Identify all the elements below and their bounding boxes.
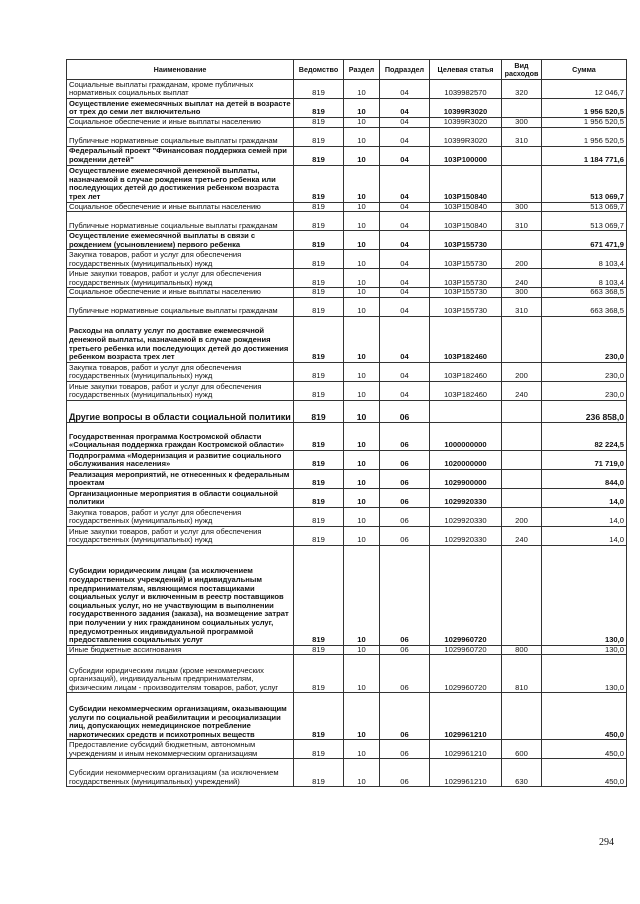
cell-type: 630 [502, 759, 542, 787]
cell-type: 200 [502, 250, 542, 269]
cell-subsection: 04 [380, 146, 430, 165]
cell-sum: 12 046,7 [542, 80, 627, 99]
cell-section: 10 [344, 288, 380, 298]
table-row [67, 202, 627, 212]
cell-sum: 8 103,4 [542, 250, 627, 269]
table-row [67, 450, 627, 469]
cell-section: 10 [344, 269, 380, 288]
cell-subsection: 06 [380, 469, 430, 488]
cell-subsection: 06 [380, 488, 430, 507]
cell-subsection: 04 [380, 288, 430, 298]
header-subsection: Подраздел [380, 60, 430, 80]
cell-section: 10 [344, 99, 380, 118]
table-body [67, 80, 627, 787]
cell-dept: 819 [294, 288, 344, 298]
cell-section: 10 [344, 400, 380, 422]
cell-sum: 130,0 [542, 645, 627, 655]
cell-section: 10 [344, 693, 380, 740]
cell-sum: 130,0 [542, 655, 627, 693]
cell-name: Осуществление ежемесячной выплаты в связи с рождением (усыновлением) первого ребенка [67, 231, 294, 250]
cell-sum: 8 103,4 [542, 269, 627, 288]
cell-dept: 819 [294, 316, 344, 362]
cell-section: 10 [344, 297, 380, 316]
cell-name: Публичные нормативные социальные выплаты гражданам [67, 127, 294, 146]
header-name: Наименование [67, 60, 294, 80]
table-row [67, 422, 627, 450]
cell-sum: 1 956 520,5 [542, 99, 627, 118]
cell-target: 103P155730 [430, 269, 502, 288]
cell-type: 300 [502, 288, 542, 298]
cell-target: 1029960720 [430, 545, 502, 645]
table-row [67, 645, 627, 655]
cell-target: 10399R3020 [430, 99, 502, 118]
cell-name: Иные бюджетные ассигнования [67, 645, 294, 655]
cell-name: Социальные выплаты гражданам, кроме публичных нормативных социальных выплат [67, 80, 294, 99]
cell-name: Субсидии юридическим лицам (за исключением государственных учреждений) и индивидуальным предпринимателям, являющимся поставщиками социальных услуг и включенным в реестр поставщиков социальных услуг, но не участвующим в выполнении государственного задания (заказа), на возмещение затрат при получении у них гражданином социальных услуг, предусмотренных индивидуальной программой предоставления социальных услуг [67, 545, 294, 645]
cell-subsection: 06 [380, 450, 430, 469]
cell-subsection: 04 [380, 297, 430, 316]
cell-sum: 82 224,5 [542, 422, 627, 450]
cell-subsection: 06 [380, 422, 430, 450]
cell-sum: 236 858,0 [542, 400, 627, 422]
table-row [67, 526, 627, 545]
cell-sum: 671 471,9 [542, 231, 627, 250]
cell-name: Иные закупки товаров, работ и услуг для обеспечения государственных (муниципальных) нужд [67, 381, 294, 400]
cell-section: 10 [344, 118, 380, 128]
budget-table-container [66, 59, 626, 787]
cell-dept: 819 [294, 165, 344, 202]
cell-subsection: 04 [380, 202, 430, 212]
table-row [67, 250, 627, 269]
cell-target: 1029960720 [430, 645, 502, 655]
cell-type: 310 [502, 297, 542, 316]
cell-type [502, 422, 542, 450]
cell-target [430, 400, 502, 422]
cell-sum: 230,0 [542, 362, 627, 381]
cell-dept: 819 [294, 202, 344, 212]
cell-name: Государственная программа Костромской области «Социальная поддержка граждан Костромской области» [67, 422, 294, 450]
cell-dept: 819 [294, 488, 344, 507]
cell-name: Публичные нормативные социальные выплаты гражданам [67, 212, 294, 231]
cell-dept: 819 [294, 146, 344, 165]
cell-subsection: 06 [380, 400, 430, 422]
cell-name: Расходы на оплату услуг по доставке ежемесячной денежной выплаты, назначаемой в случае рождения третьего ребенка или последующих детей до достижения ребенком возраста трех лет [67, 316, 294, 362]
header-type: Вид расходов [502, 60, 542, 80]
cell-target: 10399R3020 [430, 127, 502, 146]
cell-target: 103P150840 [430, 165, 502, 202]
cell-target: 103P155730 [430, 288, 502, 298]
table-row [67, 469, 627, 488]
cell-dept: 819 [294, 740, 344, 759]
cell-name: Иные закупки товаров, работ и услуг для обеспечения государственных (муниципальных) нужд [67, 526, 294, 545]
cell-subsection: 06 [380, 545, 430, 645]
cell-name: Осуществление ежемесячной денежной выплаты, назначаемой в случае рождения третьего ребенка или последующих детей до достижения ребенком возраста трех лет [67, 165, 294, 202]
cell-dept: 819 [294, 645, 344, 655]
table-row [67, 231, 627, 250]
cell-type: 300 [502, 202, 542, 212]
table-row [67, 488, 627, 507]
cell-dept: 819 [294, 655, 344, 693]
table-row [67, 507, 627, 526]
cell-name: Закупка товаров, работ и услуг для обеспечения государственных (муниципальных) нужд [67, 250, 294, 269]
cell-dept: 819 [294, 526, 344, 545]
cell-dept: 819 [294, 127, 344, 146]
table-row [67, 400, 627, 422]
cell-dept: 819 [294, 507, 344, 526]
cell-target: 1020000000 [430, 450, 502, 469]
cell-section: 10 [344, 165, 380, 202]
cell-dept: 819 [294, 269, 344, 288]
table-row [67, 146, 627, 165]
cell-section: 10 [344, 80, 380, 99]
cell-sum: 450,0 [542, 693, 627, 740]
cell-section: 10 [344, 526, 380, 545]
cell-subsection: 04 [380, 212, 430, 231]
cell-type: 810 [502, 655, 542, 693]
cell-section: 10 [344, 316, 380, 362]
cell-target: 103P155730 [430, 231, 502, 250]
cell-sum: 1 184 771,6 [542, 146, 627, 165]
cell-type [502, 316, 542, 362]
cell-sum: 663 368,5 [542, 288, 627, 298]
cell-dept: 819 [294, 99, 344, 118]
cell-dept: 819 [294, 297, 344, 316]
cell-section: 10 [344, 146, 380, 165]
cell-subsection: 04 [380, 127, 430, 146]
table-header-row [67, 60, 627, 80]
cell-name: Осуществление ежемесячных выплат на детей в возрасте от трех до семи лет включительно [67, 99, 294, 118]
cell-subsection: 04 [380, 80, 430, 99]
cell-target: 1029920330 [430, 526, 502, 545]
cell-sum: 14,0 [542, 526, 627, 545]
table-row [67, 212, 627, 231]
cell-sum: 450,0 [542, 759, 627, 787]
cell-name: Предоставление субсидий бюджетным, автономным учреждениям и иным некоммерческим организациям [67, 740, 294, 759]
cell-type: 240 [502, 381, 542, 400]
cell-subsection: 04 [380, 250, 430, 269]
cell-sum: 71 719,0 [542, 450, 627, 469]
table-row [67, 288, 627, 298]
cell-target: 1000000000 [430, 422, 502, 450]
cell-sum: 14,0 [542, 488, 627, 507]
cell-section: 10 [344, 212, 380, 231]
cell-subsection: 06 [380, 645, 430, 655]
cell-target: 1029961210 [430, 759, 502, 787]
cell-type [502, 693, 542, 740]
cell-section: 10 [344, 231, 380, 250]
table-row [67, 316, 627, 362]
page-number: 294 [599, 837, 614, 848]
cell-subsection: 04 [380, 99, 430, 118]
cell-type: 310 [502, 212, 542, 231]
cell-type [502, 99, 542, 118]
cell-name: Субсидии некоммерческим организациям, оказывающим услуги по социальной реабилитации и ресоциализации лиц, допускающих немедицинское потребление наркотических средств и психотропных веществ [67, 693, 294, 740]
cell-subsection: 04 [380, 165, 430, 202]
cell-section: 10 [344, 362, 380, 381]
cell-sum: 663 368,5 [542, 297, 627, 316]
cell-dept: 819 [294, 759, 344, 787]
cell-subsection: 04 [380, 316, 430, 362]
cell-subsection: 06 [380, 759, 430, 787]
cell-name: Организационные мероприятия в области социальной политики [67, 488, 294, 507]
cell-section: 10 [344, 507, 380, 526]
cell-dept: 819 [294, 422, 344, 450]
table-row [67, 127, 627, 146]
cell-dept: 819 [294, 545, 344, 645]
cell-dept: 819 [294, 400, 344, 422]
cell-target: 103P155730 [430, 250, 502, 269]
table-row [67, 740, 627, 759]
header-section: Раздел [344, 60, 380, 80]
cell-dept: 819 [294, 381, 344, 400]
cell-name: Другие вопросы в области социальной политики [67, 400, 294, 422]
cell-name: Субсидии некоммерческим организациям (за исключением государственных (муниципальных) учреждений) [67, 759, 294, 787]
cell-section: 10 [344, 469, 380, 488]
cell-target: 103P182460 [430, 381, 502, 400]
cell-section: 10 [344, 422, 380, 450]
table-row [67, 165, 627, 202]
cell-subsection: 06 [380, 507, 430, 526]
cell-subsection: 04 [380, 118, 430, 128]
cell-target: 1029920330 [430, 507, 502, 526]
cell-subsection: 04 [380, 362, 430, 381]
cell-type [502, 165, 542, 202]
cell-sum: 513 069,7 [542, 165, 627, 202]
cell-section: 10 [344, 250, 380, 269]
cell-name: Закупка товаров, работ и услуг для обеспечения государственных (муниципальных) нужд [67, 507, 294, 526]
cell-section: 10 [344, 740, 380, 759]
header-target: Целевая статья [430, 60, 502, 80]
cell-sum: 130,0 [542, 545, 627, 645]
table-row [67, 381, 627, 400]
cell-target: 1029900000 [430, 469, 502, 488]
cell-dept: 819 [294, 118, 344, 128]
cell-target: 1029961210 [430, 740, 502, 759]
table-row [67, 362, 627, 381]
table-row [67, 99, 627, 118]
table-row [67, 297, 627, 316]
table-row [67, 545, 627, 645]
cell-dept: 819 [294, 362, 344, 381]
cell-name: Социальное обеспечение и иные выплаты населению [67, 288, 294, 298]
table-row [67, 655, 627, 693]
cell-sum: 513 069,7 [542, 202, 627, 212]
cell-type [502, 488, 542, 507]
cell-section: 10 [344, 381, 380, 400]
cell-sum: 513 069,7 [542, 212, 627, 231]
cell-sum: 230,0 [542, 381, 627, 400]
cell-section: 10 [344, 450, 380, 469]
cell-type [502, 146, 542, 165]
cell-name: Реализация мероприятий, не отнесенных к федеральным проектам [67, 469, 294, 488]
cell-dept: 819 [294, 231, 344, 250]
budget-table [66, 59, 627, 787]
cell-type: 600 [502, 740, 542, 759]
cell-name: Закупка товаров, работ и услуг для обеспечения государственных (муниципальных) нужд [67, 362, 294, 381]
cell-type: 240 [502, 526, 542, 545]
cell-type: 320 [502, 80, 542, 99]
cell-type: 240 [502, 269, 542, 288]
cell-subsection: 06 [380, 655, 430, 693]
cell-subsection: 04 [380, 381, 430, 400]
cell-dept: 819 [294, 80, 344, 99]
cell-target: 103P150840 [430, 212, 502, 231]
cell-type: 200 [502, 507, 542, 526]
cell-sum: 14,0 [542, 507, 627, 526]
cell-target: 103P182460 [430, 316, 502, 362]
cell-section: 10 [344, 655, 380, 693]
cell-subsection: 06 [380, 693, 430, 740]
table-row [67, 80, 627, 99]
cell-name: Социальное обеспечение и иные выплаты населению [67, 118, 294, 128]
cell-type: 200 [502, 362, 542, 381]
cell-target: 1029960720 [430, 655, 502, 693]
cell-target: 103P100000 [430, 146, 502, 165]
cell-section: 10 [344, 202, 380, 212]
cell-name: Иные закупки товаров, работ и услуг для обеспечения государственных (муниципальных) нужд [67, 269, 294, 288]
cell-target: 103P182460 [430, 362, 502, 381]
cell-sum: 1 956 520,5 [542, 118, 627, 128]
cell-name: Подпрограмма «Модернизация и развитие социального обслуживания населения» [67, 450, 294, 469]
cell-target: 1039982570 [430, 80, 502, 99]
cell-sum: 1 956 520,5 [542, 127, 627, 146]
cell-section: 10 [344, 645, 380, 655]
cell-dept: 819 [294, 469, 344, 488]
cell-name: Федеральный проект "Финансовая поддержка семей при рождении детей" [67, 146, 294, 165]
cell-target: 103P155730 [430, 297, 502, 316]
cell-type [502, 231, 542, 250]
cell-type [502, 545, 542, 645]
cell-name: Публичные нормативные социальные выплаты гражданам [67, 297, 294, 316]
cell-section: 10 [344, 759, 380, 787]
cell-subsection: 04 [380, 269, 430, 288]
cell-sum: 450,0 [542, 740, 627, 759]
header-dept: Ведомство [294, 60, 344, 80]
cell-dept: 819 [294, 212, 344, 231]
cell-dept: 819 [294, 250, 344, 269]
cell-type [502, 469, 542, 488]
cell-type: 310 [502, 127, 542, 146]
cell-target: 10399R3020 [430, 118, 502, 128]
cell-type: 300 [502, 118, 542, 128]
cell-sum: 230,0 [542, 316, 627, 362]
cell-dept: 819 [294, 450, 344, 469]
table-row [67, 118, 627, 128]
cell-name: Субсидии юридическим лицам (кроме некоммерческих организаций), индивидуальным предпринимателям, физическим лицам - производителям товаров, работ, услуг [67, 655, 294, 693]
cell-target: 1029961210 [430, 693, 502, 740]
cell-section: 10 [344, 545, 380, 645]
table-row [67, 693, 627, 740]
table-row [67, 269, 627, 288]
header-sum: Сумма [542, 60, 627, 80]
cell-dept: 819 [294, 693, 344, 740]
cell-sum: 844,0 [542, 469, 627, 488]
cell-subsection: 06 [380, 526, 430, 545]
cell-target: 1029920330 [430, 488, 502, 507]
cell-type [502, 450, 542, 469]
cell-target: 103P150840 [430, 202, 502, 212]
cell-section: 10 [344, 488, 380, 507]
cell-type: 800 [502, 645, 542, 655]
cell-type [502, 400, 542, 422]
cell-section: 10 [344, 127, 380, 146]
table-row [67, 759, 627, 787]
cell-subsection: 06 [380, 740, 430, 759]
cell-name: Социальное обеспечение и иные выплаты населению [67, 202, 294, 212]
cell-subsection: 04 [380, 231, 430, 250]
